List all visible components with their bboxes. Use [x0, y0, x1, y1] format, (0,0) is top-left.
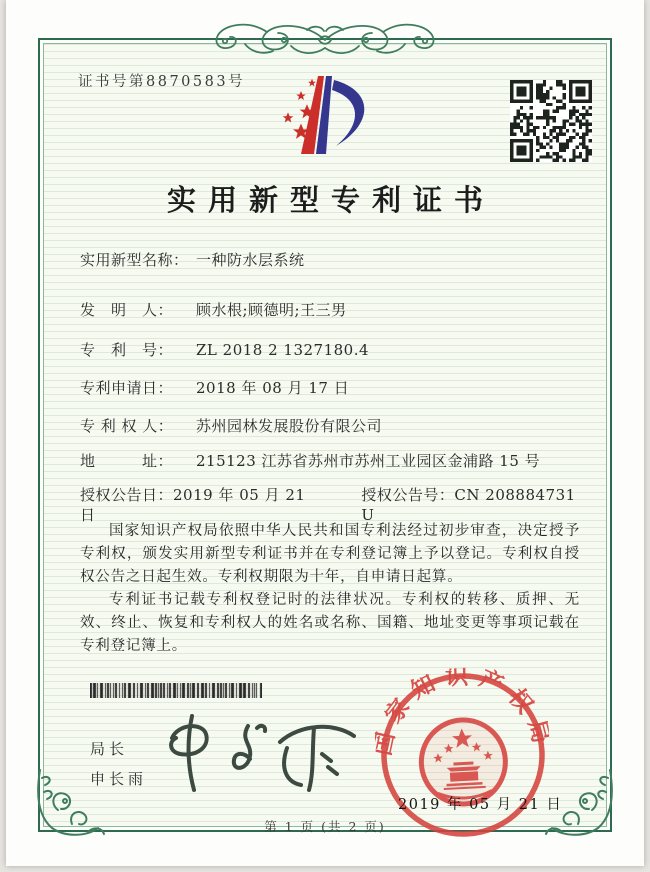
grant-date-pair [80, 485, 313, 525]
field-label: 专 利 号： [80, 341, 174, 359]
legal-paragraph-1: 国家知识产权局依照中华人民共和国专利法经过初步审查，决定授予专利权，颁发实用新型专利证书并在专利登记簿上予以登记。专利权自授权公告之日起生效。专利权期限为十年，自申请日起算。 [80, 523, 580, 585]
signer-block [90, 734, 147, 794]
field-grant-row [80, 485, 582, 525]
grant-date-label: 授权公告日： [80, 486, 174, 504]
grant-no-label: 授权公告号： [361, 486, 455, 504]
field-value: 215123 江苏省苏州市苏州工业园区金浦路 15 号 [196, 452, 541, 470]
field-label: 专利申请日： [80, 379, 174, 397]
field-inventors [80, 300, 582, 320]
certificate-number: 证书号第8870583号 [78, 74, 246, 90]
cnipa-logo-icon [274, 70, 386, 162]
field-filing-date [80, 378, 582, 398]
seal-arc-text: 国家知识产权局 [371, 663, 555, 758]
field-value: 2018 年 08 月 17 日 [196, 379, 350, 397]
field-value: 顾水根;顾德明;王三男 [196, 301, 347, 319]
field-label: 实用新型名称： [80, 251, 189, 269]
grant-no-pair [361, 485, 582, 525]
page-number: 第 1 页 (共 2 页) [264, 819, 386, 834]
certificate-page [6, 0, 644, 866]
seal-date: 2019 年 05 月 21 日 [398, 797, 563, 813]
legal-paragraph-2: 专利证书记载专利权登记时的法律状况。专利权的转移、质押、无效、终止、恢复和专利权人的姓名或名称、国籍、地址变更等事项记载在专利登记簿上。 [80, 592, 580, 654]
field-value: 一种防水层系统 [196, 251, 305, 269]
signer-title: 局长 [90, 740, 129, 758]
signer-name: 申长雨 [90, 770, 148, 788]
field-value: 苏州园林发展股份有限公司 [196, 417, 383, 435]
barcode [90, 683, 262, 698]
grant-date-value: 2019 年 05 月 21 日 [80, 486, 306, 524]
field-patent-number [80, 340, 582, 360]
field-value: ZL 2018 2 1327180.4 [196, 341, 370, 359]
grant-no-value: CN 208884731 U [361, 486, 576, 524]
field-address [80, 451, 582, 471]
certificate-title: 实用新型专利证书 [166, 183, 495, 217]
commissioner-signature [156, 706, 376, 798]
field-utility-model-name [80, 250, 582, 270]
field-patentee [80, 416, 582, 436]
legal-statement [80, 520, 580, 658]
field-label: 专 利 权 人： [80, 417, 174, 435]
field-label: 发 明 人： [80, 301, 174, 319]
field-label: 地 址： [80, 452, 174, 470]
qr-code [510, 80, 592, 162]
field-list [80, 250, 582, 525]
